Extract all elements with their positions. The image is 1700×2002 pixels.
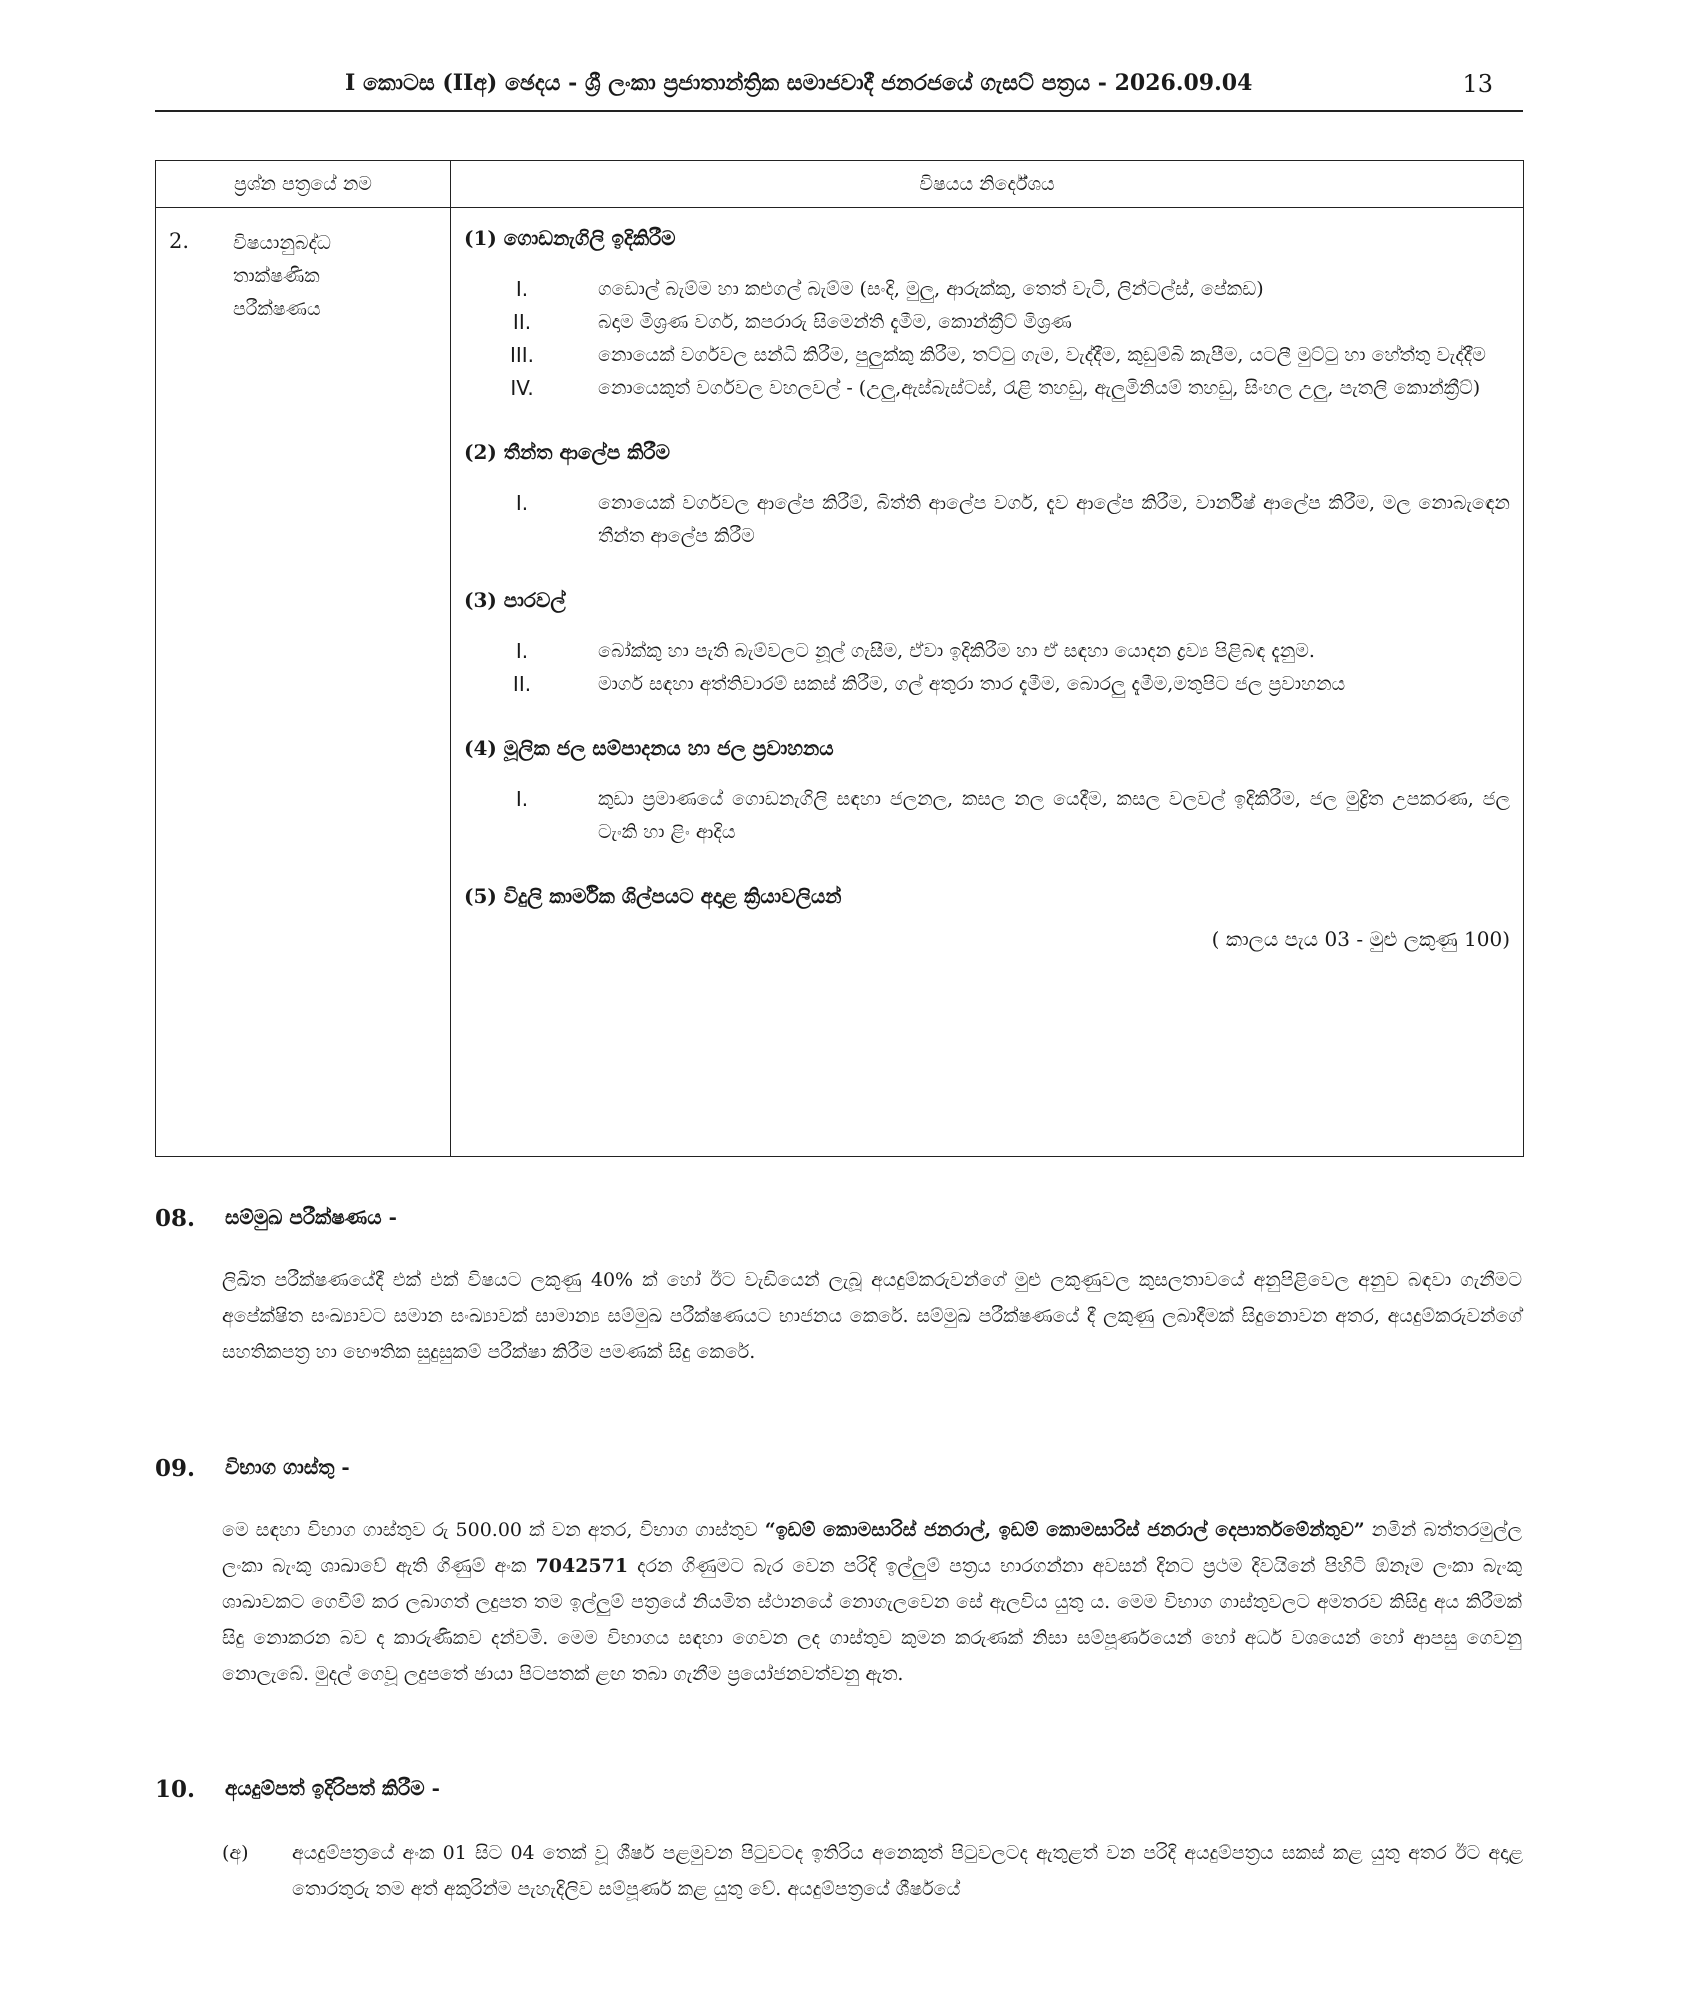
item-number: II.	[512, 672, 532, 696]
col-header-syllabus: විෂයය නිර්දේශය	[451, 161, 1524, 208]
sub-clause-text: අයදුම්පත්‍රයේ අංක 01 සිට 04 තෙක් වූ ශීර්ෂ පළමුවන පිටුවටද ඉතිරිය අනෙකුත් පිටුවලටද ඇතුළත් වන පරිදි අයදුම්පත්‍රය සකස් කළ යුතු අතර ඊට අදාළ තොරතුරු තම අත් අකුරින්ම පැහැදිලිව සම්පූර්ණ කළ යුතු වේ. අයදුම්පත්‍රයේ ශීර්ෂයේ	[292, 1842, 1523, 1900]
paper-name-cell	[156, 208, 451, 1157]
section-title: (4) මූලික ජල සම්පාදනය හා ජල ප්‍රවාහනය	[464, 736, 834, 760]
section-title: (1) ගොඩනැගිලි ඉදිකිරීම	[464, 226, 676, 250]
body-text: නමින් බත්තරමුල්ල ලංකා බැංකු ශාඛාවේ ඇති ගිණුම් අංක	[222, 1519, 1522, 1577]
list-item	[464, 487, 1510, 553]
clause-body	[222, 1512, 1522, 1692]
item-text: කුඩා ප්‍රමාණයේ ගොඩනැගිලි සඳහා ජලනල, කසල නල යෙදීම, කසල වලවල් ඉදිකිරීම, ජල මුද්‍රිත උපකරණ, ජල ටැංකි හා ළිං ආදිය	[598, 788, 1510, 843]
clause-exam-fees	[155, 1455, 1523, 1692]
clause-number: 10.	[155, 1776, 196, 1803]
clause-title: අයදුම්පත් ඉදිරිපත් කිරීම -	[225, 1776, 440, 1800]
gazette-title: I කොටස (IIඅ) ඡෙදය - ශ්‍රී ලංකා ප්‍රජාතාන්ත්‍රික සමාජවාදී ජනරජයේ ගැසට් පත්‍රය - 2026.09.04	[345, 70, 1253, 96]
section-title: (5) විදුලි කාර්මික ශිල්පයට අදාළ ක්‍රියාවලියන්	[464, 884, 842, 908]
body-text: දරන ගිණුමට බැර වෙන පරිදි ඉල්ලුම් පත්‍රය භාරගන්නා අවසන් දිනට ප්‍රථම දිවයිනේ පිහිටි ඕනෑම ලංකා බැංකු ශාඛාවකට ගෙවීම් කර ලබාගත් ලදුපත තම ඉල්ලුම් පත්‍රයේ නියමිත ස්ථානයේ නොගැලවෙන සේ ඇලවිය යුතු ය. මෙම විභාග ගාස්තුවලට අමතරව කිසිදු අය කිරීමක් සිදු නොකරන බව ද කාරුණිකව දන්වමි. මෙම විභාගය සඳහා ගෙවන ලද ගාස්තුව කුමන කරුණක් නිසා සම්පූර්ණයෙන් හෝ අර්ධ වශයෙන් හෝ ආපසු ගෙවනු නොලැබේ. මුදල් ගෙවූ ලදුපතේ ඡායා පිටපතක් ළඟ තබා ගැනීම ප්‍රයෝජනවත්වනු ඇත.	[222, 1555, 1522, 1685]
payee-name: “ඉඩම් කොමසාරිස් ජනරාල්, ඉඩම් කොමසාරිස් ජනරාල් දෙපාර්තමේන්තුව”	[764, 1519, 1365, 1541]
item-text: මාර්ග සඳහා අත්තිවාරම් සකස් කිරීම, ගල් අතුරා තාර දැමීම, බොරලු දැමීම,මතුපිට ජල ප්‍රවාහනය	[598, 673, 1346, 695]
table-row	[156, 208, 1524, 1157]
table-header-row	[156, 161, 1524, 208]
item-number: I.	[515, 639, 529, 663]
paper-name-line: තාක්ෂණික	[233, 265, 320, 287]
sub-clause-mark: (අ)	[222, 1842, 249, 1864]
clause-title: විභාග ගාස්තු -	[225, 1455, 350, 1479]
clause-interview	[155, 1205, 1523, 1370]
item-text: බෝක්කු හා පැති බැම්වලට නූල් ගැසීම, ඒවා ඉදිකිරීම හා ඒ සඳහා යොදන ද්‍රව්‍ය පිළිබඳ දැනුම.	[598, 640, 1315, 662]
row-number: 2.	[169, 229, 190, 253]
paper-name-line: විෂයානුබද්ධ	[233, 232, 331, 254]
body-text: මෙ සඳහා විභාග ගාස්තුව රු 500.00 ක් වන අතර, විභාග ගාස්තුව	[222, 1519, 765, 1541]
item-number: III.	[509, 343, 535, 367]
account-number: 7042571	[535, 1555, 629, 1577]
syllabus-cell	[451, 208, 1524, 1157]
list-item	[464, 306, 1510, 339]
section-title: (3) පාරවල්	[464, 588, 566, 612]
duration-marks-note: ( කාලය පැය 03 - මුළු ලකුණු 100)	[1211, 927, 1510, 951]
clause-body: ලිඛිත පරීක්ෂණයේදී එක් එක් විෂයට ලකුණු 40% ක් හෝ ඊට වැඩියෙන් ලැබූ අයදුම්කරුවන්ගේ මුළු ලකුණුවල කුසලතාවයේ අනුපිළිවෙල අනුව බඳවා ගැනීමට අපේක්ෂිත සංඛ්‍යාවට සමාන සංඛ්‍යාවක් සාමාන්‍ය සම්මුඛ පරීක්ෂණයට භාජනය කෙරේ. සම්මුඛ පරීක්ෂණයේ දී ලකුණු ලබාදීමක් සිදුනොවන අතර, අයදුම්කරුවන්ගේ සහතිකපත්‍ර හා භෞතික සුදුසුකම් පරීක්ෂා කිරීම පමණක් සිදු කෙරේ.	[222, 1269, 1522, 1363]
section-title: (2) තීන්ත ආලේප කිරීම	[464, 440, 671, 464]
page-header	[155, 70, 1523, 108]
item-text: නොයෙක් වර්ගවල සන්ධි කිරීම, පුලුක්කු කිරීම, තට්ටු ගැම, වැද්දීම, කුඩුම්බි කැපීම, යටලී මුට්ටු හා හේත්තු වැද්දීම	[598, 344, 1486, 366]
header-rule	[155, 110, 1523, 112]
paper-name	[233, 227, 331, 326]
list-item	[464, 339, 1510, 372]
item-number: I.	[515, 277, 529, 301]
clause-number: 09.	[155, 1455, 196, 1482]
list-item	[464, 372, 1510, 405]
list-item	[464, 668, 1510, 701]
syllabus-section	[464, 879, 1510, 913]
paper-name-line: පරීක්ෂණය	[233, 298, 321, 320]
item-number: II.	[512, 310, 532, 334]
item-text: බදාම මිශ්‍රණ වර්ග, කපරාරු සිමෙන්ති දැමීම, කොන්ක්‍රීට් මිශ්‍රණ	[598, 311, 1072, 333]
clause-application-submission	[155, 1776, 1523, 1907]
list-item	[464, 783, 1510, 849]
item-text: ගඩොල් බැම්ම හා කළුගල් බැම්ම (සංදි, මුලු, ආරුක්කු, තෙත් වැටි, ලින්ටල්ස්, පේකඩ)	[598, 278, 1264, 300]
item-number: I.	[515, 491, 529, 515]
item-text: නොයෙකුත් වර්ගවල වහලවල් - (උලු,ඇස්බැස්ටස්, රැළි තහඩු, ඇලුමිනියම් තහඩු, සිංහල උලු, පැතලි කොන්ක්‍රීට්)	[598, 377, 1481, 399]
list-item	[464, 635, 1510, 668]
clause-number: 08.	[155, 1205, 196, 1232]
syllabus-section	[464, 731, 1510, 849]
item-number: IV.	[510, 376, 534, 400]
syllabus-section	[464, 583, 1510, 701]
list-item	[464, 273, 1510, 306]
page-number: 13	[1462, 70, 1493, 98]
syllabus-section	[464, 221, 1510, 405]
syllabus-section	[464, 435, 1510, 553]
item-text: නොයෙක් වර්ගවල ආලේප කිරීම්, බිත්ති ආලේප වර්ග, දැව ආලේප කිරීම, වාර්නිෂ් ආලේප කිරීම, මල නොබැඳෙන තීන්ත ආලේප කිරීම	[598, 492, 1510, 547]
item-number: I.	[515, 787, 529, 811]
syllabus-table	[155, 160, 1524, 1157]
col-header-paper-name: ප්‍රශ්න පත්‍රයේ නම	[156, 161, 451, 208]
clause-title: සම්මුඛ පරීක්ෂණය -	[225, 1205, 397, 1229]
sub-clause	[222, 1835, 1523, 1907]
